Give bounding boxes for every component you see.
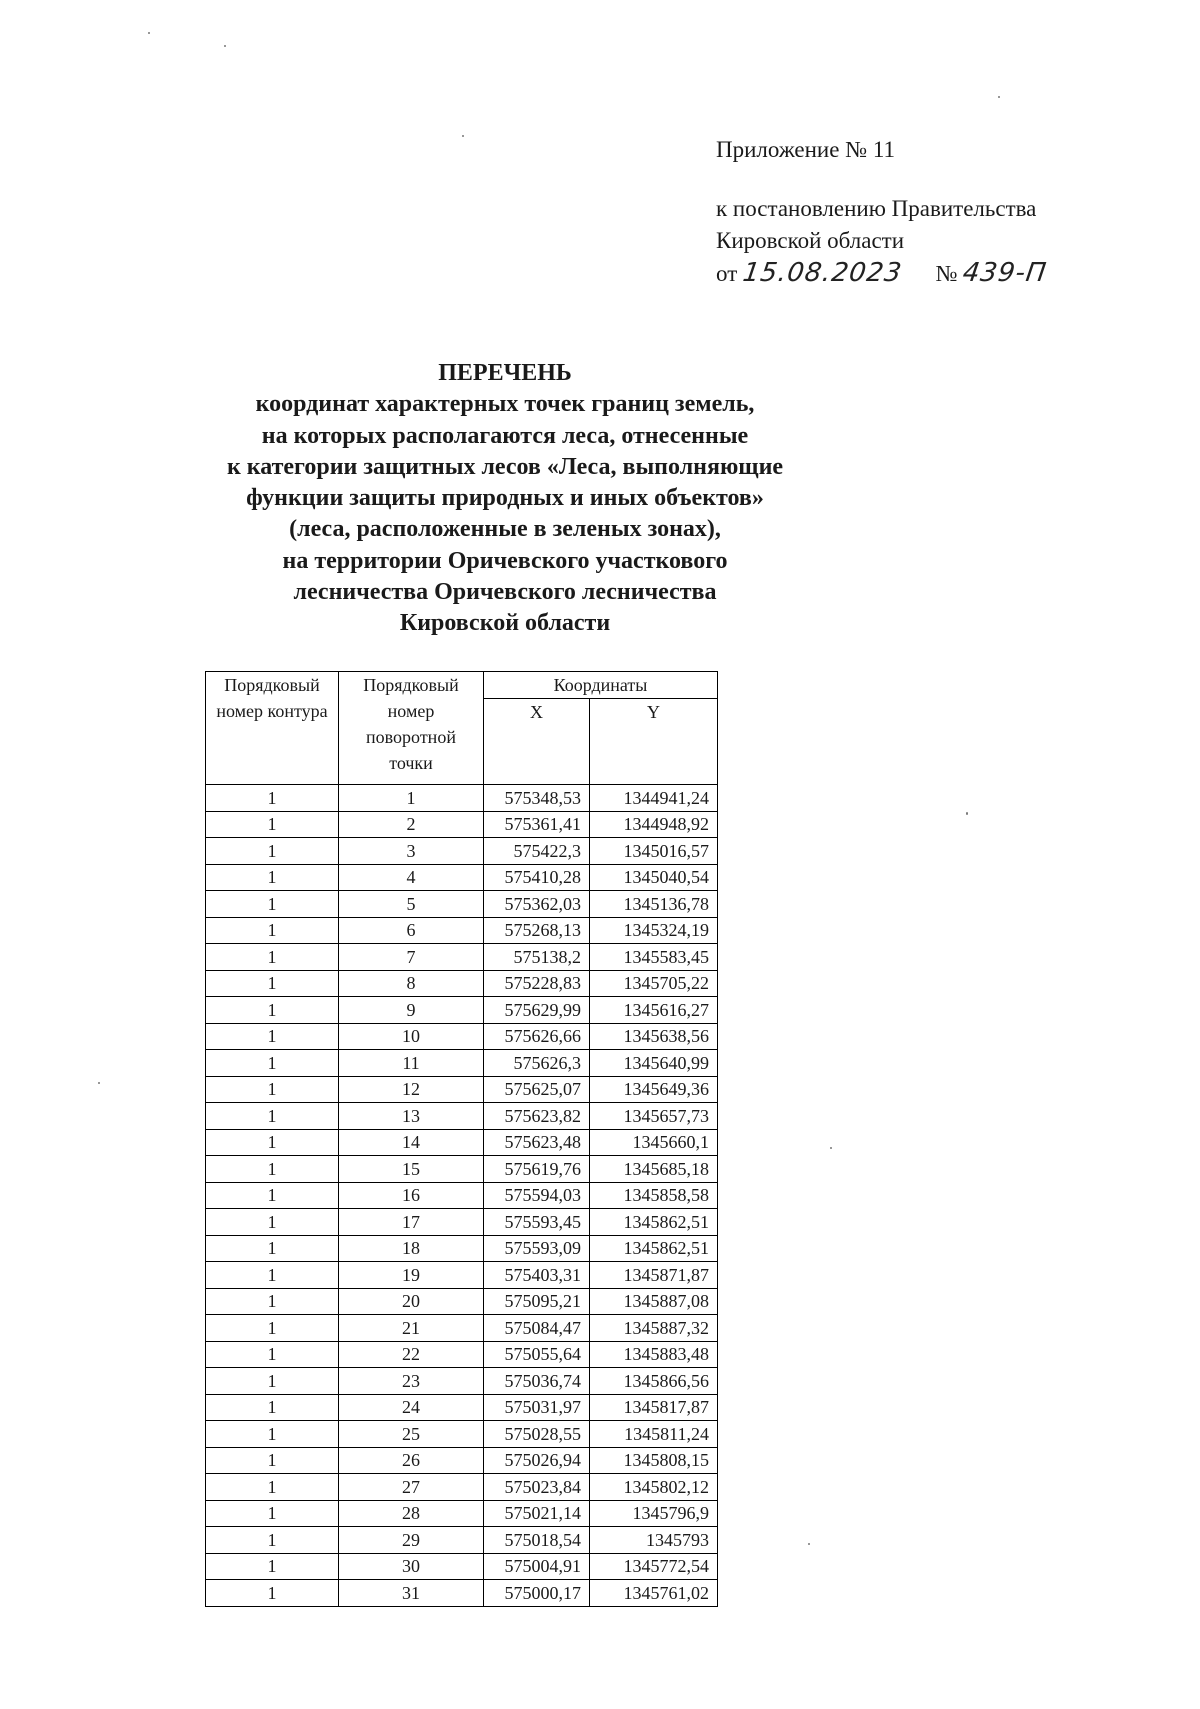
cell-x: 575422,3 bbox=[484, 838, 590, 865]
table-row bbox=[206, 1076, 718, 1103]
cell-point: 9 bbox=[339, 997, 484, 1024]
cell-point: 5 bbox=[339, 891, 484, 918]
cell-contour: 1 bbox=[206, 1500, 339, 1527]
cell-point: 29 bbox=[339, 1527, 484, 1554]
table-row bbox=[206, 1368, 718, 1395]
cell-y: 1345858,58 bbox=[590, 1182, 718, 1209]
scan-speck bbox=[998, 96, 1000, 98]
cell-contour: 1 bbox=[206, 1050, 339, 1077]
cell-contour: 1 bbox=[206, 1262, 339, 1289]
handwritten-number: 439-П bbox=[961, 258, 1049, 288]
cell-y: 1345657,73 bbox=[590, 1103, 718, 1130]
table-header bbox=[206, 672, 718, 785]
cell-x: 575410,28 bbox=[484, 864, 590, 891]
cell-contour: 1 bbox=[206, 1421, 339, 1448]
cell-y: 1345802,12 bbox=[590, 1474, 718, 1501]
cell-x: 575626,3 bbox=[484, 1050, 590, 1077]
table-row bbox=[206, 1580, 718, 1607]
header-point-number: Порядковый номер поворотной точки bbox=[339, 672, 484, 785]
cell-contour: 1 bbox=[206, 917, 339, 944]
cell-point: 28 bbox=[339, 1500, 484, 1527]
cell-point: 10 bbox=[339, 1023, 484, 1050]
cell-contour: 1 bbox=[206, 1341, 339, 1368]
cell-x: 575084,47 bbox=[484, 1315, 590, 1342]
cell-point: 12 bbox=[339, 1076, 484, 1103]
header-coordinates: Координаты bbox=[484, 672, 718, 699]
cell-contour: 1 bbox=[206, 1527, 339, 1554]
title-line: к категории защитных лесов «Леса, выполняющие bbox=[226, 453, 784, 480]
table-row bbox=[206, 838, 718, 865]
cell-point: 6 bbox=[339, 917, 484, 944]
annex-number: Приложение № 11 bbox=[716, 137, 896, 162]
cell-y: 1345660,1 bbox=[590, 1129, 718, 1156]
cell-x: 575023,84 bbox=[484, 1474, 590, 1501]
cell-contour: 1 bbox=[206, 864, 339, 891]
cell-x: 575000,17 bbox=[484, 1580, 590, 1607]
table-row bbox=[206, 1288, 718, 1315]
cell-point: 13 bbox=[339, 1103, 484, 1130]
table-row bbox=[206, 1315, 718, 1342]
title-line: функции защиты природных и иных объектов» bbox=[246, 485, 764, 512]
cell-y: 1345705,22 bbox=[590, 970, 718, 997]
cell-point: 14 bbox=[339, 1129, 484, 1156]
title-line: на которых располагаются леса, отнесенные bbox=[261, 422, 749, 449]
cell-x: 575593,09 bbox=[484, 1235, 590, 1262]
cell-y: 1345136,78 bbox=[590, 891, 718, 918]
cell-x: 575018,54 bbox=[484, 1527, 590, 1554]
cell-contour: 1 bbox=[206, 1474, 339, 1501]
cell-contour: 1 bbox=[206, 1156, 339, 1183]
cell-y: 1345862,51 bbox=[590, 1235, 718, 1262]
table-row bbox=[206, 1500, 718, 1527]
cell-contour: 1 bbox=[206, 1209, 339, 1236]
table-row bbox=[206, 1394, 718, 1421]
cell-x: 575268,13 bbox=[484, 917, 590, 944]
cell-y: 1345811,24 bbox=[590, 1421, 718, 1448]
cell-y: 1345862,51 bbox=[590, 1209, 718, 1236]
cell-point: 17 bbox=[339, 1209, 484, 1236]
cell-contour: 1 bbox=[206, 1288, 339, 1315]
scan-speck bbox=[224, 45, 226, 47]
scan-speck bbox=[98, 1082, 100, 1084]
cell-x: 575021,14 bbox=[484, 1500, 590, 1527]
cell-x: 575004,91 bbox=[484, 1553, 590, 1580]
title-heading: ПЕРЕЧЕНЬ bbox=[438, 360, 572, 386]
cell-point: 30 bbox=[339, 1553, 484, 1580]
cell-point: 27 bbox=[339, 1474, 484, 1501]
number-prefix: № bbox=[935, 261, 958, 286]
header-y: Y bbox=[590, 699, 718, 785]
cell-y: 1345796,9 bbox=[590, 1500, 718, 1527]
cell-contour: 1 bbox=[206, 1103, 339, 1130]
handwritten-date: 15.08.2023 bbox=[740, 258, 904, 288]
cell-y: 1345616,27 bbox=[590, 997, 718, 1024]
cell-point: 25 bbox=[339, 1421, 484, 1448]
table-row bbox=[206, 1447, 718, 1474]
cell-contour: 1 bbox=[206, 1368, 339, 1395]
cell-y: 1345638,56 bbox=[590, 1023, 718, 1050]
annex-date-line bbox=[716, 257, 1047, 290]
cell-x: 575095,21 bbox=[484, 1288, 590, 1315]
cell-contour: 1 bbox=[206, 1315, 339, 1342]
table-row bbox=[206, 944, 718, 971]
cell-x: 575055,64 bbox=[484, 1341, 590, 1368]
cell-x: 575031,97 bbox=[484, 1394, 590, 1421]
table-row bbox=[206, 1156, 718, 1183]
cell-contour: 1 bbox=[206, 1235, 339, 1262]
scan-speck bbox=[462, 135, 464, 137]
table-row bbox=[206, 997, 718, 1024]
table-row bbox=[206, 917, 718, 944]
cell-y: 1345871,87 bbox=[590, 1262, 718, 1289]
cell-point: 3 bbox=[339, 838, 484, 865]
table-row bbox=[206, 1421, 718, 1448]
cell-contour: 1 bbox=[206, 891, 339, 918]
coordinates-table bbox=[205, 671, 718, 1607]
table-row bbox=[206, 1023, 718, 1050]
cell-x: 575625,07 bbox=[484, 1076, 590, 1103]
cell-x: 575593,45 bbox=[484, 1209, 590, 1236]
table-row bbox=[206, 1527, 718, 1554]
cell-x: 575403,31 bbox=[484, 1262, 590, 1289]
cell-x: 575026,94 bbox=[484, 1447, 590, 1474]
cell-contour: 1 bbox=[206, 785, 339, 812]
cell-contour: 1 bbox=[206, 1129, 339, 1156]
cell-contour: 1 bbox=[206, 970, 339, 997]
cell-contour: 1 bbox=[206, 997, 339, 1024]
cell-y: 1345772,54 bbox=[590, 1553, 718, 1580]
scan-speck bbox=[830, 1147, 832, 1149]
cell-x: 575623,82 bbox=[484, 1103, 590, 1130]
table-row bbox=[206, 1209, 718, 1236]
cell-point: 31 bbox=[339, 1580, 484, 1607]
cell-point: 15 bbox=[339, 1156, 484, 1183]
cell-x: 575362,03 bbox=[484, 891, 590, 918]
cell-contour: 1 bbox=[206, 1182, 339, 1209]
cell-y: 1345761,02 bbox=[590, 1580, 718, 1607]
table-row bbox=[206, 1262, 718, 1289]
table-row bbox=[206, 811, 718, 838]
table-row bbox=[206, 1553, 718, 1580]
cell-contour: 1 bbox=[206, 1553, 339, 1580]
cell-point: 2 bbox=[339, 811, 484, 838]
cell-y: 1345887,32 bbox=[590, 1315, 718, 1342]
cell-y: 1345817,87 bbox=[590, 1394, 718, 1421]
table-row bbox=[206, 1129, 718, 1156]
table-row bbox=[206, 785, 718, 812]
title-line: (леса, расположенные в зеленых зонах), bbox=[289, 516, 721, 543]
cell-contour: 1 bbox=[206, 1580, 339, 1607]
cell-point: 11 bbox=[339, 1050, 484, 1077]
cell-contour: 1 bbox=[206, 838, 339, 865]
table-row bbox=[206, 1341, 718, 1368]
cell-contour: 1 bbox=[206, 1076, 339, 1103]
cell-point: 16 bbox=[339, 1182, 484, 1209]
cell-contour: 1 bbox=[206, 944, 339, 971]
cell-point: 26 bbox=[339, 1447, 484, 1474]
document-title bbox=[0, 358, 1010, 640]
table-row bbox=[206, 970, 718, 997]
cell-y: 1345583,45 bbox=[590, 944, 718, 971]
table-row bbox=[206, 1182, 718, 1209]
cell-x: 575619,76 bbox=[484, 1156, 590, 1183]
annex-region-line: Кировской области bbox=[716, 228, 905, 253]
cell-y: 1344948,92 bbox=[590, 811, 718, 838]
cell-y: 1345640,99 bbox=[590, 1050, 718, 1077]
cell-point: 20 bbox=[339, 1288, 484, 1315]
cell-point: 7 bbox=[339, 944, 484, 971]
title-line: на территории Оричевского участкового bbox=[282, 547, 728, 574]
cell-y: 1345887,08 bbox=[590, 1288, 718, 1315]
table-row bbox=[206, 864, 718, 891]
cell-contour: 1 bbox=[206, 1447, 339, 1474]
table-row bbox=[206, 891, 718, 918]
cell-point: 18 bbox=[339, 1235, 484, 1262]
cell-y: 1345324,19 bbox=[590, 917, 718, 944]
cell-x: 575228,83 bbox=[484, 970, 590, 997]
annex-block bbox=[716, 134, 1047, 290]
cell-point: 22 bbox=[339, 1341, 484, 1368]
cell-point: 4 bbox=[339, 864, 484, 891]
header-contour-number: Порядковый номер контура bbox=[206, 672, 339, 785]
cell-contour: 1 bbox=[206, 811, 339, 838]
cell-y: 1345883,48 bbox=[590, 1341, 718, 1368]
cell-y: 1344941,24 bbox=[590, 785, 718, 812]
cell-point: 1 bbox=[339, 785, 484, 812]
cell-x: 575629,99 bbox=[484, 997, 590, 1024]
cell-x: 575361,41 bbox=[484, 811, 590, 838]
cell-y: 1345016,57 bbox=[590, 838, 718, 865]
cell-x: 575036,74 bbox=[484, 1368, 590, 1395]
scan-speck bbox=[148, 32, 150, 34]
cell-x: 575348,53 bbox=[484, 785, 590, 812]
title-line: лесничества Оричевского лесничества bbox=[293, 579, 717, 606]
cell-y: 1345685,18 bbox=[590, 1156, 718, 1183]
cell-y: 1345649,36 bbox=[590, 1076, 718, 1103]
cell-x: 575594,03 bbox=[484, 1182, 590, 1209]
cell-point: 8 bbox=[339, 970, 484, 997]
cell-y: 1345866,56 bbox=[590, 1368, 718, 1395]
title-line: координат характерных точек границ земель, bbox=[255, 391, 755, 418]
table-row bbox=[206, 1103, 718, 1130]
annex-decree-line: к постановлению Правительства bbox=[716, 196, 1037, 221]
table-row bbox=[206, 1474, 718, 1501]
table-row bbox=[206, 1235, 718, 1262]
scan-speck bbox=[966, 812, 968, 815]
title-line: Кировской области bbox=[399, 610, 611, 637]
cell-x: 575028,55 bbox=[484, 1421, 590, 1448]
date-prefix: от bbox=[716, 261, 738, 286]
cell-y: 1345040,54 bbox=[590, 864, 718, 891]
header-x: X bbox=[484, 699, 590, 785]
cell-x: 575138,2 bbox=[484, 944, 590, 971]
cell-point: 19 bbox=[339, 1262, 484, 1289]
cell-point: 23 bbox=[339, 1368, 484, 1395]
scan-speck bbox=[808, 1543, 810, 1545]
cell-y: 1345793 bbox=[590, 1527, 718, 1554]
cell-point: 24 bbox=[339, 1394, 484, 1421]
cell-contour: 1 bbox=[206, 1023, 339, 1050]
table-row bbox=[206, 1050, 718, 1077]
cell-x: 575626,66 bbox=[484, 1023, 590, 1050]
cell-x: 575623,48 bbox=[484, 1129, 590, 1156]
cell-contour: 1 bbox=[206, 1394, 339, 1421]
table-body bbox=[206, 785, 718, 1607]
cell-point: 21 bbox=[339, 1315, 484, 1342]
cell-y: 1345808,15 bbox=[590, 1447, 718, 1474]
